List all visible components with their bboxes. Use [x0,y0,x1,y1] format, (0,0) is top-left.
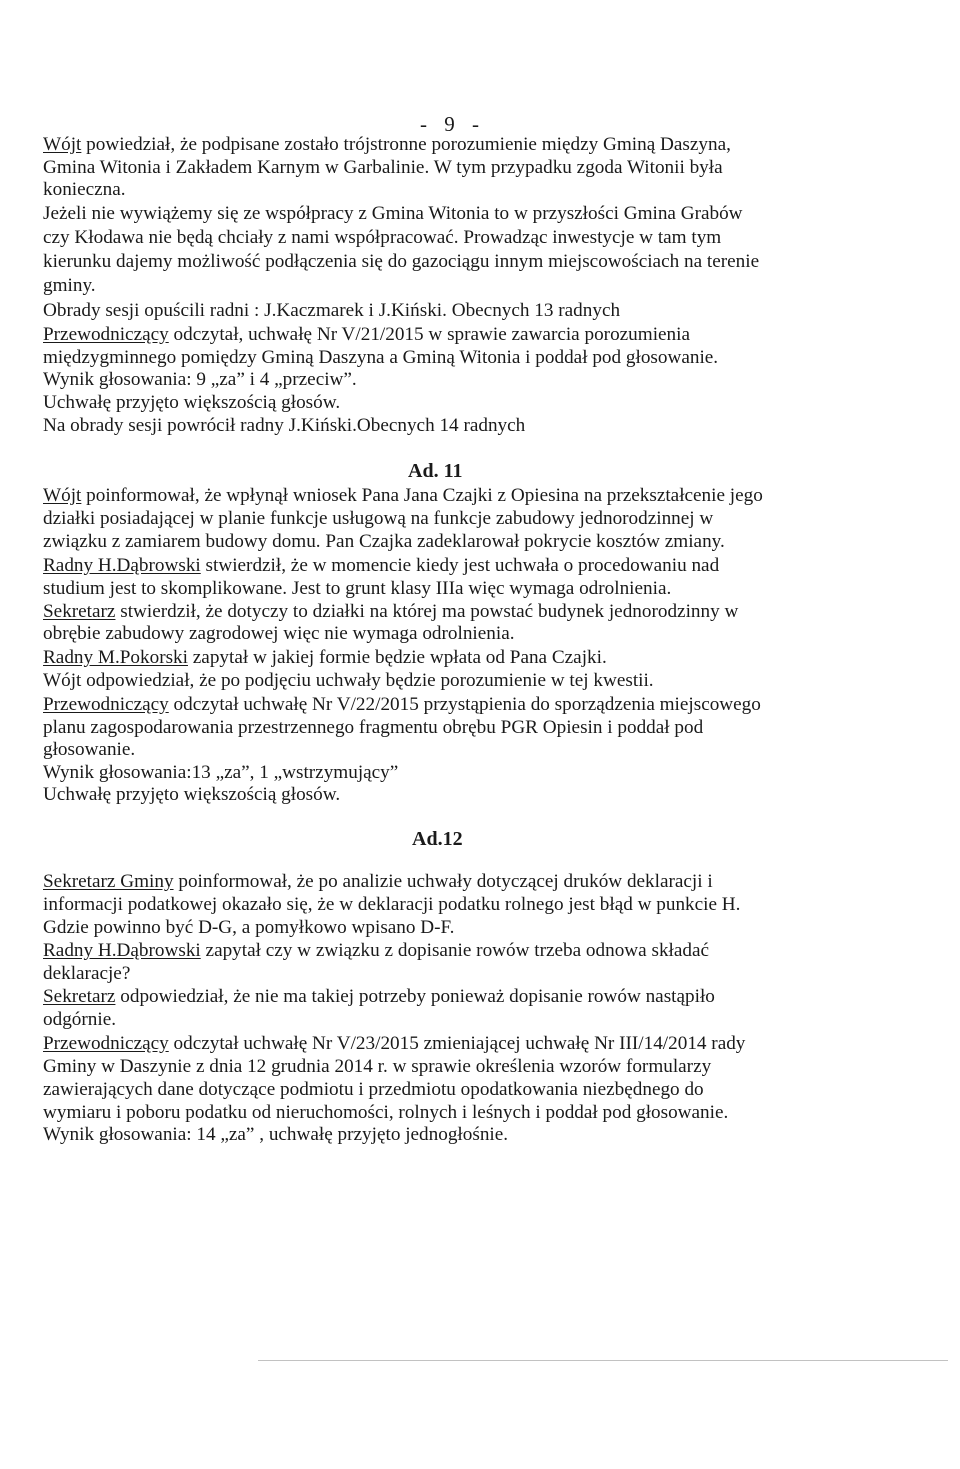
line-text: Jeżeli nie wywiążemy się ze współpracy z Gmina Witonia to w przyszłości Gmina Grabów [43,203,743,224]
line-text: Wynik głosowania: 14 „za” , uchwałę przyjęto jednogłośnie. [43,1124,509,1145]
text-line [43,1008,116,1031]
line-text: Na obrady sesji powrócił radny J.Kiński.Obecnych 14 radnych [43,415,526,436]
speaker-name: Sekretarz [43,986,116,1007]
text-line [43,554,719,577]
section-heading-ad12: Ad.12 [412,828,463,850]
line-text: odpowiedział, że nie ma takiej potrzeby ponieważ dopisanie rowów nastąpiło [115,986,715,1007]
text-line [43,530,725,553]
page-number: - 9 - [420,112,485,136]
line-text: Wynik głosowania:13 „za”, 1 „wstrzymujący” [43,762,399,783]
line-text: odgórnie. [43,1009,117,1030]
line-text: Gminy w Daszynie z dnia 12 grudnia 2014 r. w sprawie określenia wzorów formularzy [43,1056,712,1077]
line-text: kierunku dajemy możliwość podłączenia się do gazociągu innym miejscowościach na terenie [43,251,760,272]
text-line [43,1123,508,1146]
text-line [43,870,713,893]
speaker-name: Wójt [43,134,82,155]
text-line [43,250,759,273]
text-line [43,484,763,507]
line-text: Wynik głosowania: 9 „za” i 4 „przeciw”. [43,369,357,390]
line-text: poinformował, że po analizie uchwały dotyczącej druków deklaracji i [173,871,713,892]
line-text: powiedział, że podpisane zostało trójstronne porozumienie między Gminą Daszyna, [81,134,731,155]
footer-rule [258,1360,948,1361]
line-text: Uchwałę przyjęto większością głosów. [43,392,341,413]
speaker-name: Wójt [43,485,82,506]
speaker-name: Przewodniczący [43,1033,169,1054]
speaker-name: Przewodniczący [43,324,169,345]
line-text: odczytał, uchwałę Nr V/21/2015 w sprawie zawarcia porozumienia [168,324,690,345]
line-text: Uchwałę przyjęto większością głosów. [43,784,341,805]
text-line [43,761,398,784]
text-line [43,893,740,916]
text-line [43,156,723,179]
line-text: zapytał w jakiej formie będzie wpłata od Pana Czajki. [187,647,607,668]
line-text: odczytał uchwałę Nr V/23/2015 zmieniającej uchwałę Nr III/14/2014 rady [168,1033,746,1054]
line-text: Gmina Witonia i Zakładem Karnym w Garbalinie. W tym przypadku zgoda Witonii była [43,157,723,178]
line-text: gminy. [43,275,96,296]
line-text: deklaracje? [43,963,131,984]
line-text: planu zagospodarowania przestrzennego fragmentu obrębu PGR Opiesin i poddał pod [43,717,704,738]
text-line [43,646,607,669]
line-text: wymiaru i poboru podatku od nieruchomości, rolnych i leśnych i poddał pod głosowanie. [43,1102,729,1123]
text-line [43,916,454,939]
line-text: Wójt odpowiedział, że po podjęciu uchwały będzie porozumienie w tej kwestii. [43,670,654,691]
text-line [43,178,126,201]
line-text: zapytał czy w związku z dopisanie rowów trzeba odnowa składać [200,940,710,961]
text-line [43,716,703,739]
text-line [43,391,340,414]
line-text: stwierdził, że w momencie kiedy jest uchwała o procedowaniu nad [200,555,720,576]
speaker-name: Sekretarz Gminy [43,871,174,892]
text-line [43,274,96,297]
line-text: odczytał uchwałę Nr V/22/2015 przystąpienia do sporządzenia miejscowego [168,694,761,715]
text-line [43,1032,745,1055]
speaker-name: Przewodniczący [43,694,169,715]
text-line [43,577,671,600]
line-text: głosowanie. [43,739,136,760]
text-line [43,1101,728,1124]
speaker-name: Radny M.Pokorski [43,647,188,668]
text-line [43,1078,704,1101]
text-line [43,783,340,806]
text-line [43,368,357,391]
line-text: studium jest to skomplikowane. Jest to grunt klasy IIIa więc wymaga odrolnienia. [43,578,672,599]
text-line [43,346,718,369]
line-text: stwierdził, że dotyczy to działki na której ma powstać budynek jednorodzinny w [115,601,739,622]
text-line [43,600,738,623]
line-text: obrębie zabudowy zagrodowej więc nie wymaga odrolnienia. [43,623,515,644]
line-text: zawierających dane dotyczące podmiotu i przedmiotu opodatkowania niezbędnego do [43,1079,704,1100]
text-line [43,323,690,346]
line-text: poinformował, że wpłynął wniosek Pana Jana Czajki z Opiesina na przekształcenie jego [81,485,763,506]
text-line [43,507,713,530]
text-line [43,202,743,225]
line-text: Gdzie powinno być D-G, a pomyłkowo wpisano D-F. [43,917,455,938]
text-line [43,133,731,156]
text-line [43,693,761,716]
text-line [43,1055,711,1078]
text-line [43,738,135,761]
speaker-name: Radny H.Dąbrowski [43,555,201,576]
text-line [43,962,130,985]
speaker-name: Radny H.Dąbrowski [43,940,201,961]
line-text: Obrady sesji opuścili radni : J.Kaczmarek i J.Kiński. Obecnych 13 radnych [43,300,621,321]
line-text: czy Kłodawa nie będą chciały z nami współpracować. Prowadząc inwestycje w tam tym [43,227,722,248]
line-text: informacji podatkowej okazało się, że w deklaracji podatku rolnego jest błąd w punkcie H. [43,894,741,915]
line-text: działki posiadającej w planie funkcje usługową na funkcje zabudowy jednorodzinnej w [43,508,714,529]
text-line [43,622,515,645]
section-heading-ad11: Ad. 11 [408,460,463,482]
text-line [43,669,654,692]
line-text: międzygminnego pomiędzy Gminą Daszyna a Gminą Witonia i poddał pod głosowanie. [43,347,719,368]
text-line [43,299,620,322]
text-line [43,414,525,437]
line-text: konieczna. [43,179,126,200]
text-line [43,985,715,1008]
text-line [43,939,709,962]
speaker-name: Sekretarz [43,601,116,622]
line-text: związku z zamiarem budowy domu. Pan Czajka zadeklarował pokrycie kosztów zmiany. [43,531,725,552]
text-line [43,226,721,249]
